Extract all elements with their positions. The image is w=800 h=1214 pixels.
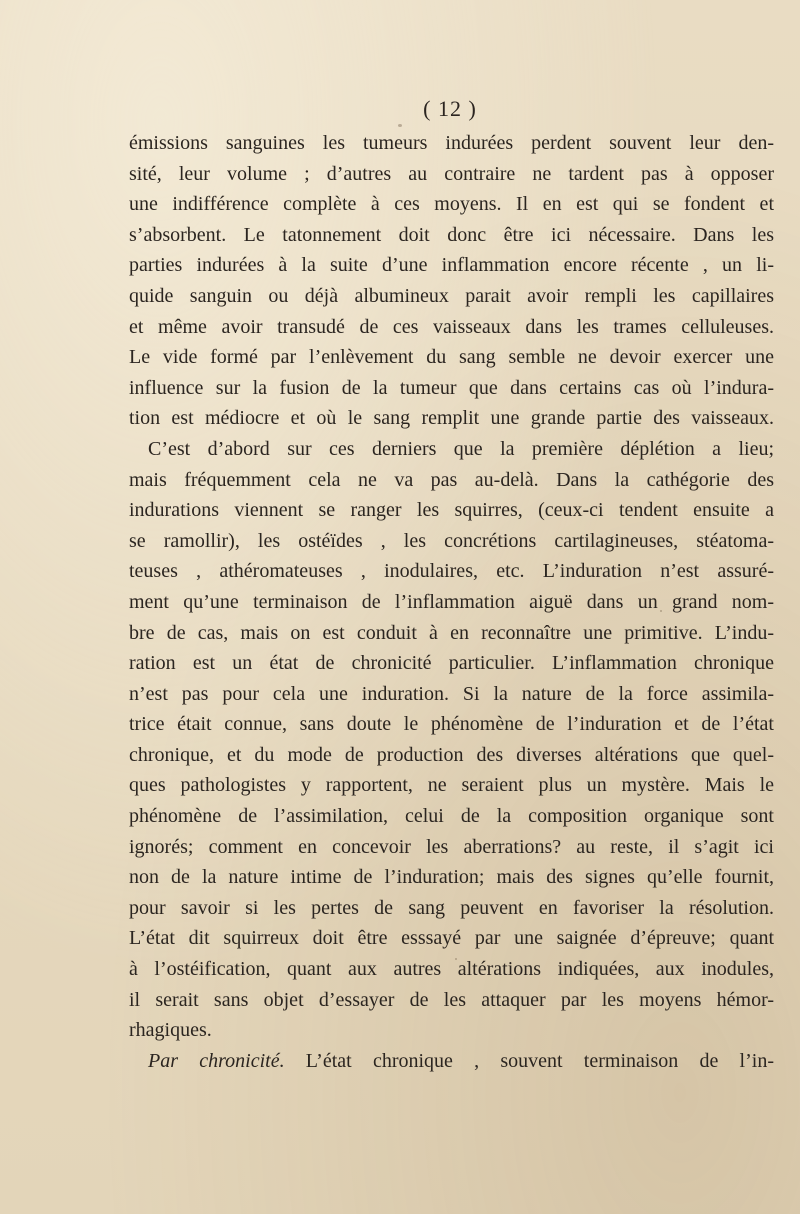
text-line: influence sur la fusion de la tumeur que dans certains cas où l’indura-	[129, 376, 774, 399]
text-line: ment qu’une terminaison de l’inflammation aiguë dans un grand nom-	[129, 590, 774, 613]
paragraph-start-line: C’est d’abord sur ces derniers que la première déplétion a lieu;	[148, 437, 774, 460]
text-line: s’absorbent. Le tatonnement doit donc être ici nécessaire. Dans les	[129, 223, 774, 246]
text-line: L’état dit squirreux doit être esssayé par une saignée d’épreuve; quant	[129, 927, 774, 950]
page-number: ( 12 )	[423, 96, 477, 121]
paper-speck	[398, 124, 402, 127]
text-line: sité, leur volume ; d’autres au contraire ne tardent pas à opposer	[129, 162, 774, 185]
text-line: non de la nature intime de l’induration; mais des signes qu’elle fournit,	[129, 866, 774, 889]
text-line: bre de cas, mais on est conduit à en reconnaître une primitive. L’indu-	[129, 621, 774, 644]
body-text	[129, 128, 774, 1076]
section-run-in-heading: Par chronicité.	[148, 1049, 285, 1072]
section-text: L’état chronique , souvent terminaison de l’in-	[284, 1049, 774, 1072]
text-line: pour savoir si les pertes de sang peuvent en favoriser la résolution.	[129, 896, 774, 919]
text-line: se ramollir), les ostéïdes , les concrétions cartilagineuses, stéatoma-	[129, 529, 774, 552]
text-line: n’est pas pour cela une induration. Si la nature de la force assimila-	[129, 682, 774, 705]
text-line: une indifférence complète à ces moyens. Il en est qui se fondent et	[129, 193, 774, 216]
text-line: quide sanguin ou déjà albumineux parait avoir rempli les capillaires	[129, 284, 774, 307]
section-start-line	[129, 1046, 774, 1077]
text-line: phénomène de l’assimilation, celui de la composition organique sont	[129, 805, 774, 828]
paper-speck	[455, 958, 457, 960]
text-line: et même avoir transudé de ces vaisseaux dans les trames celluleuses.	[129, 315, 774, 338]
text-line: il serait sans objet d’essayer de les attaquer par les moyens hémor-	[129, 988, 774, 1011]
text-line: chronique, et du mode de production des diverses altérations que quel-	[129, 743, 774, 766]
paper-speck	[660, 610, 662, 612]
text-line: indurations viennent se ranger les squirres, (ceux-ci tendent ensuite a	[129, 499, 774, 522]
text-line: Le vide formé par l’enlèvement du sang semble ne devoir exercer une	[129, 346, 774, 369]
text-line: tion est médiocre et où le sang remplit une grande partie des vaisseaux.	[129, 407, 774, 430]
text-line: teuses , athéromateuses , inodulaires, etc. L’induration n’est assuré-	[129, 560, 774, 583]
text-line: parties indurées à la suite d’une inflammation encore récente , un li-	[129, 254, 774, 277]
text-line: ignorés; comment en concevoir les aberrations? au reste, il s’agit ici	[129, 835, 774, 858]
text-line: à l’ostéification, quant aux autres altérations indiquées, aux inodules,	[129, 958, 774, 981]
text-line: mais fréquemment cela ne va pas au-delà. Dans la cathégorie des	[129, 468, 774, 491]
text-line: ques pathologistes y rapportent, ne seraient plus un mystère. Mais le	[129, 774, 774, 797]
text-line: trice était connue, sans doute le phénomène de l’induration et de l’état	[129, 713, 774, 736]
text-line: émissions sanguines les tumeurs indurées perdent souvent leur den-	[129, 132, 774, 154]
text-line: ration est un état de chronicité particulier. L’inflammation chronique	[129, 652, 774, 675]
paragraph-end-line: rhagiques.	[129, 1019, 212, 1042]
